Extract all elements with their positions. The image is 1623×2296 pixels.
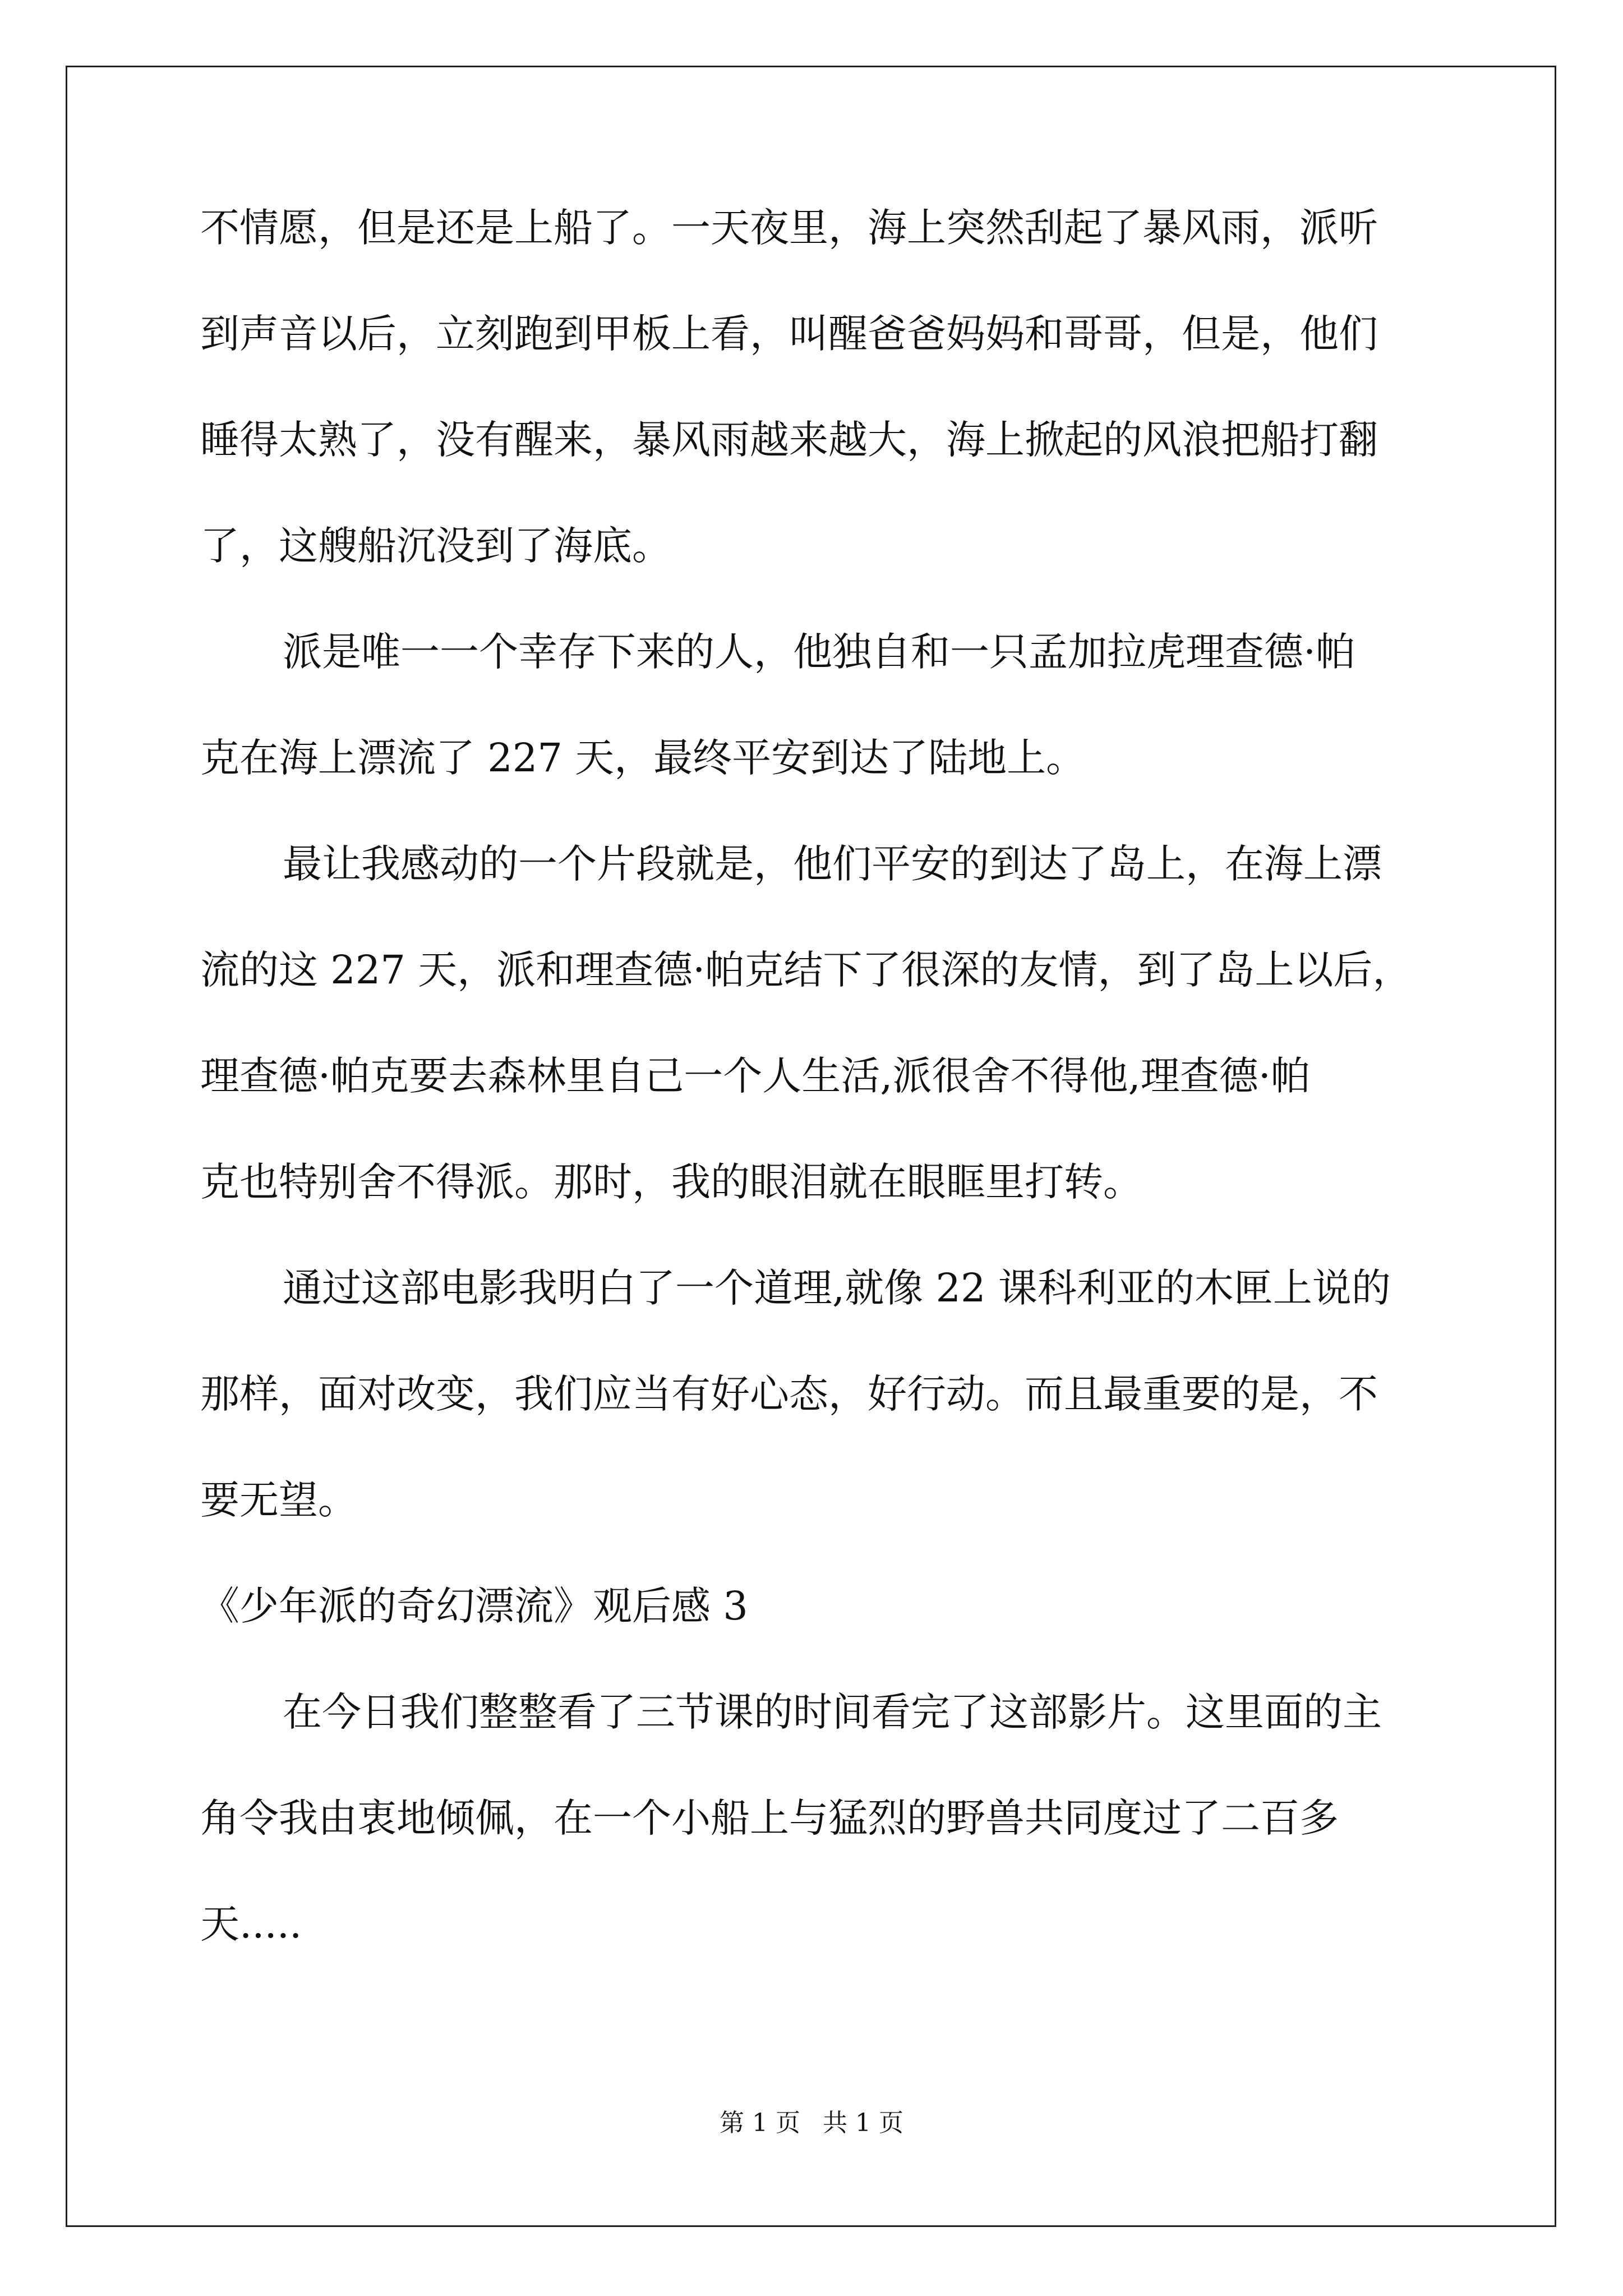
page-number: 第 1 页	[720, 2109, 800, 2137]
text-line: 理查德·帕克要去森林里自己一个人生活,派很舍不得他,理查德·帕	[200, 1053, 1311, 1099]
text-line: 克在海上漂流了 227 天，最终平安到达了陆地上。	[200, 735, 1086, 781]
text-line: 到声音以后，立刻跑到甲板上看，叫醒爸爸妈妈和哥哥，但是，他们	[200, 311, 1378, 357]
document-body	[200, 199, 1434, 2001]
text-line: 那样，面对改变，我们应当有好心态，好行动。而且最重要的是，不	[200, 1371, 1378, 1417]
section-heading: 《少年派的奇幻漂流》观后感 3	[200, 1583, 748, 1629]
text-line: 派是唯一一个幸存下来的人，他独自和一只孟加拉虎理查德·帕	[283, 629, 1355, 675]
text-line: 角令我由衷地倾佩，在一个小船上与猛烈的野兽共同度过了二百多	[200, 1795, 1339, 1841]
text-line: 流的这 227 天，派和理查德·帕克结下了很深的友情，到了岛上以后，	[200, 947, 1412, 993]
text-line: 不情愿，但是还是上船了。一天夜里，海上突然刮起了暴风雨，派听	[200, 205, 1378, 251]
text-line: 最让我感动的一个片段就是，他们平安的到达了岛上，在海上漂	[283, 841, 1382, 887]
text-line: 克也特别舍不得派。那时，我的眼泪就在眼眶里打转。	[200, 1159, 1142, 1205]
page-footer	[0, 2106, 1623, 2140]
text-line: 睡得太熟了，没有醒来，暴风雨越来越大，海上掀起的风浪把船打翻	[200, 417, 1378, 463]
text-line: 通过这部电影我明白了一个道理,就像 22 课科利亚的木匣上说的	[283, 1265, 1391, 1311]
text-line: 天.....	[200, 1901, 302, 1947]
text-line: 了，这艘船沉没到了海底。	[200, 523, 671, 569]
text-line: 要无望。	[200, 1477, 357, 1523]
page-total: 共 1 页	[823, 2109, 903, 2137]
text-line: 在今日我们整整看了三节课的时间看完了这部影片。这里面的主	[283, 1689, 1382, 1735]
